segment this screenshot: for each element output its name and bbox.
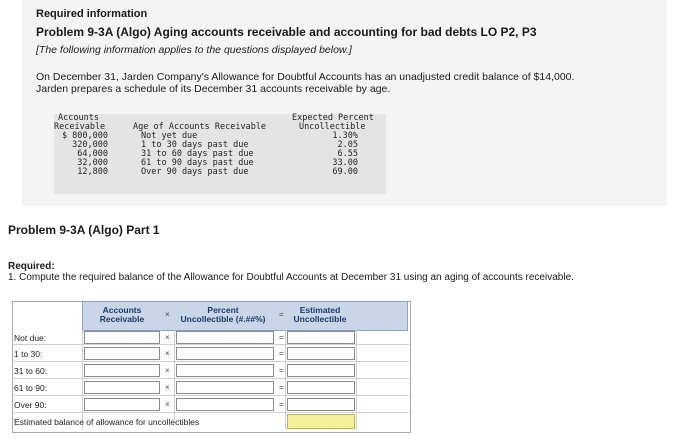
schedule-pct: 6.55 — [337, 149, 358, 159]
schedule-age: 1 to 30 days past due — [141, 140, 249, 150]
row-divider — [12, 412, 409, 413]
schedule-age: 61 to 90 days past due — [141, 158, 254, 168]
equals-operator: = — [279, 383, 284, 392]
est-input-over-90[interactable] — [287, 398, 355, 411]
row-label-over-90: Over 90: — [14, 400, 47, 410]
schedule-amount: 64,000 — [77, 149, 108, 159]
schedule-amount: 32,000 — [77, 158, 108, 168]
column-divider — [285, 330, 286, 430]
required-info-heading: Required information — [36, 8, 148, 20]
schedule-header-ar-1: Accounts — [58, 113, 99, 123]
header-estimated-uncollectible: Estimated Uncollectible — [293, 305, 347, 324]
est-input-61-to-90[interactable] — [287, 381, 355, 394]
times-operator: × — [165, 366, 170, 375]
est-input-31-to-60[interactable] — [287, 364, 355, 377]
equals-operator: = — [279, 310, 284, 319]
row-divider — [12, 395, 409, 396]
pct-input-61-to-90[interactable] — [176, 381, 274, 394]
times-operator: × — [165, 400, 170, 409]
schedule-age: Not yet due — [141, 131, 198, 141]
schedule-pct: 1.30% — [332, 131, 358, 141]
schedule-pct: 33.00 — [332, 158, 358, 168]
schedule-header-pct-2: Uncollectible — [299, 122, 366, 132]
row-label-31-to-60: 31 to 60: — [14, 366, 48, 376]
equals-operator: = — [279, 366, 284, 375]
ar-input-61-to-90[interactable] — [84, 381, 160, 394]
schedule-age: Over 90 days past due — [141, 167, 249, 177]
scenario-line-2: Jarden prepares a schedule of its December 31 accounts receivable by age. — [36, 83, 391, 95]
times-operator: × — [165, 333, 170, 342]
ar-input-1-to-30[interactable] — [84, 347, 160, 360]
row-label-1-to-30: 1 to 30: — [14, 349, 43, 359]
required-text: 1. Compute the required balance of the Allowance for Doubtful Accounts at December 31 using an aging of accounts receivable. — [8, 272, 574, 283]
equals-operator: = — [279, 349, 284, 358]
ar-input-over-90[interactable] — [84, 398, 160, 411]
times-operator: × — [165, 349, 170, 358]
pct-input-31-to-60[interactable] — [176, 364, 274, 377]
pct-input-over-90[interactable] — [176, 398, 274, 411]
schedule-header-ar-2: Receivable — [54, 122, 106, 132]
column-divider — [356, 330, 357, 430]
problem-note: [The following information applies to the questions displayed below.] — [36, 44, 352, 56]
pct-input-not-due[interactable] — [176, 331, 274, 344]
row-label-not-due: Not due: — [14, 333, 47, 343]
total-label: Estimated balance of allowance for uncollectibles — [14, 417, 200, 427]
equals-operator: = — [279, 333, 284, 342]
schedule-age: 31 to 60 days past due — [141, 149, 254, 159]
pct-input-1-to-30[interactable] — [176, 347, 274, 360]
est-input-1-to-30[interactable] — [287, 347, 355, 360]
header-percent-uncollectible: Percent Uncollectible (#.##%) — [180, 305, 266, 324]
row-divider — [12, 378, 409, 379]
times-operator: × — [165, 310, 170, 319]
schedule-pct: 69.00 — [332, 167, 358, 177]
row-label-61-to-90: 61 to 90: — [14, 383, 48, 393]
equals-operator: = — [279, 400, 284, 409]
header-accounts-receivable: Accounts Receivable — [99, 305, 145, 324]
part-title: Problem 9-3A (Algo) Part 1 — [8, 223, 160, 237]
schedule-amount: 320,000 — [72, 140, 108, 150]
schedule-amount: 12,800 — [77, 167, 108, 177]
schedule-amount: $ 800,000 — [61, 131, 108, 141]
est-input-not-due[interactable] — [287, 331, 355, 344]
total-allowance-input[interactable] — [287, 414, 355, 429]
row-divider — [12, 344, 409, 345]
ar-input-31-to-60[interactable] — [84, 364, 160, 377]
schedule-pct: 2.05 — [337, 140, 358, 150]
schedule-header-age: Age of Accounts Receivable — [133, 122, 267, 132]
ar-input-not-due[interactable] — [84, 331, 160, 344]
times-operator: × — [165, 383, 170, 392]
row-divider — [12, 361, 409, 362]
problem-title: Problem 9-3A (Algo) Aging accounts receivable and accounting for bad debts LO P2, P3 — [36, 25, 537, 39]
column-divider — [82, 330, 83, 430]
schedule-header-pct-1: Expected Percent — [292, 113, 374, 123]
scenario-line-1: On December 31, Jarden Company's Allowance for Doubtful Accounts has an unadjusted credit balance of $14,000. — [36, 71, 575, 83]
required-label: Required: — [8, 261, 55, 272]
